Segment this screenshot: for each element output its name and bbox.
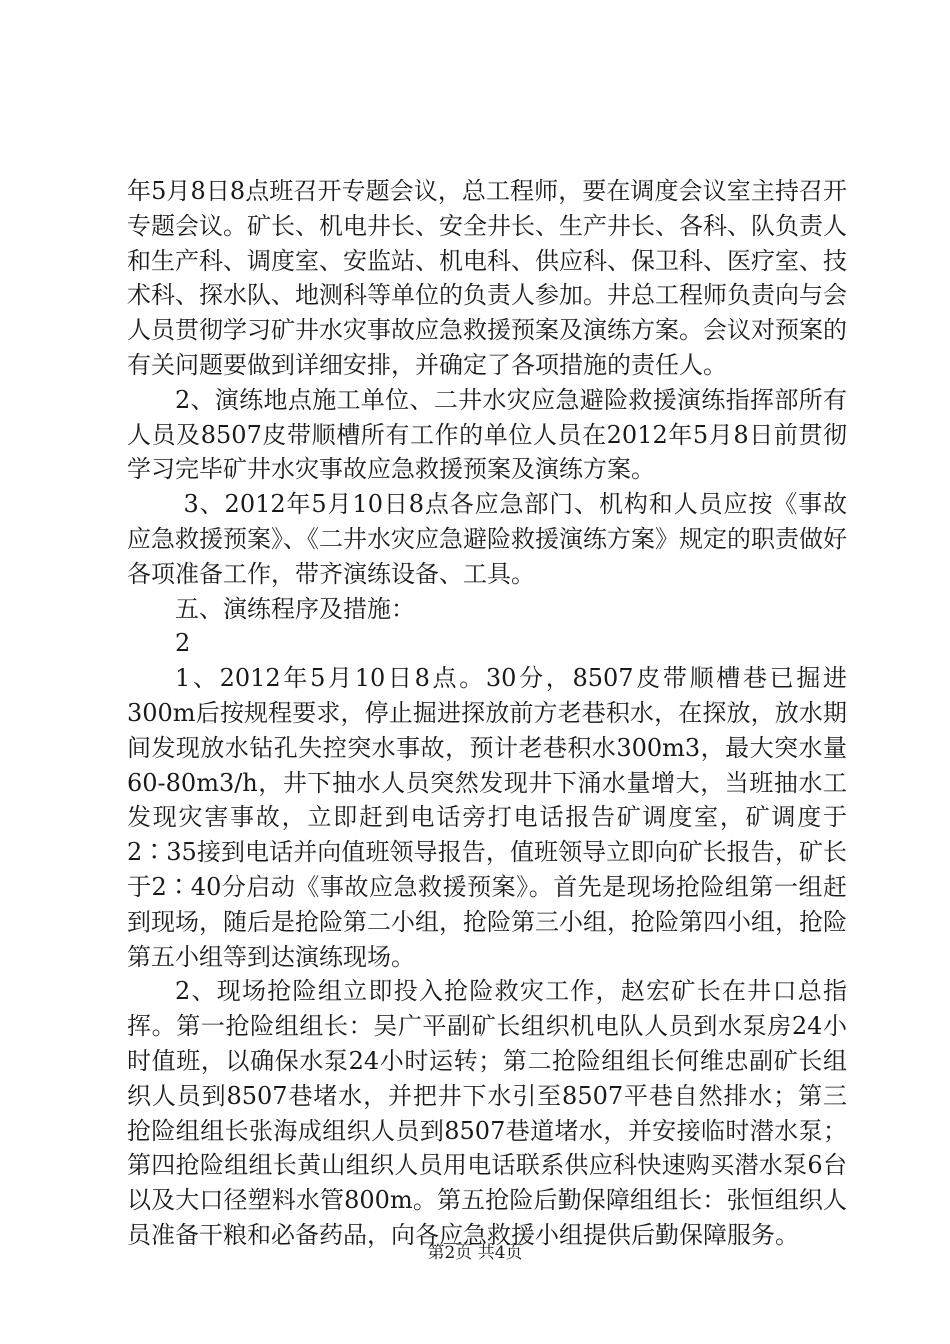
page-number: 第2页 共4页 [427, 1243, 523, 1263]
paragraph-meeting: 年5月8日8点班召开专题会议，总工程师，要在调度会议室主持召开专题会议。矿长、机电井长、安全井长、生产井长、各科、队负责人和生产科、调度室、安监站、机电科、供应科、保卫科、医疗室、技术科、探水队、地测科等单位的负责人参加。井总工程师负责向与会人员贯彻学习矿井水灾事故应急救援预案及演练方案。会议对预案的有关问题要做到详细安排，并确定了各项措施的责任人。 [127, 177, 847, 379]
section-heading-procedure: 五、演练程序及措施： [175, 594, 415, 623]
paragraph-item-3: 3、2012年5月10日8点各应急部门、机构和人员应按《事故应急救援预案》、《二井水灾应急避险救援演练方案》规定的职责做好各项准备工作，带齐演练设备、工具。 [127, 490, 847, 588]
paragraph-item-2: 2、演练地点施工单位、二井水灾应急避险救援演练指挥部所有人员及8507皮带顺槽所有工作的单位人员在2012年5月8日前贯彻学习完毕矿井水灾事故应急救援预案及演练方案。 [127, 385, 847, 484]
paragraph-procedure-1: 1、2012年5月10日8点。30分，8507皮带顺槽巷已掘进300m后按规程要求，停止掘进探放前方老巷积水，在探放，放水期间发现放水钻孔失控突水事故，预计老巷积水300m3，最大突水量60-80m3/h，井下抽水人员突然发现井下涌水量增大，当班抽水工发现灾害事故，立即赶到电话旁打电话报告矿调度室，矿调度于2∶35接到电话并向值班领导报告，值班领导立即向矿长报告，矿长于2∶40分启动《事故应急救援预案》。首先是现场抢险组第一组赶到现场，随后是抢险第二小组，抢险第三小组，抢险第四小组，抢险第五小组等到达演练现场。 [127, 664, 847, 971]
paragraph-number-marker: 2 [175, 629, 191, 658]
document-body [127, 174, 847, 1253]
paragraph-procedure-2: 2、现场抢险组立即投入抢险救灾工作，赵宏矿长在井口总指挥。第一抢险组组长：吴广平副矿长组织机电队人员到水泵房24小时值班，以确保水泵24小时运转；第二抢险组组长何维忠副矿长组织人员到8507巷堵水，并把井下水引至8507平巷自然排水；第三抢险组组长张海成组织人员到8507巷道堵水，并安接临时潜水泵；第四抢险组组长黄山组织人员用电话联系供应科快速购买潜水泵6台以及大口径塑料水管800m。第五抢险后勤保障组组长：张恒组织人员准备干粮和必备药品，向各应急救援小组提供后勤保障服务。 [127, 977, 847, 1249]
